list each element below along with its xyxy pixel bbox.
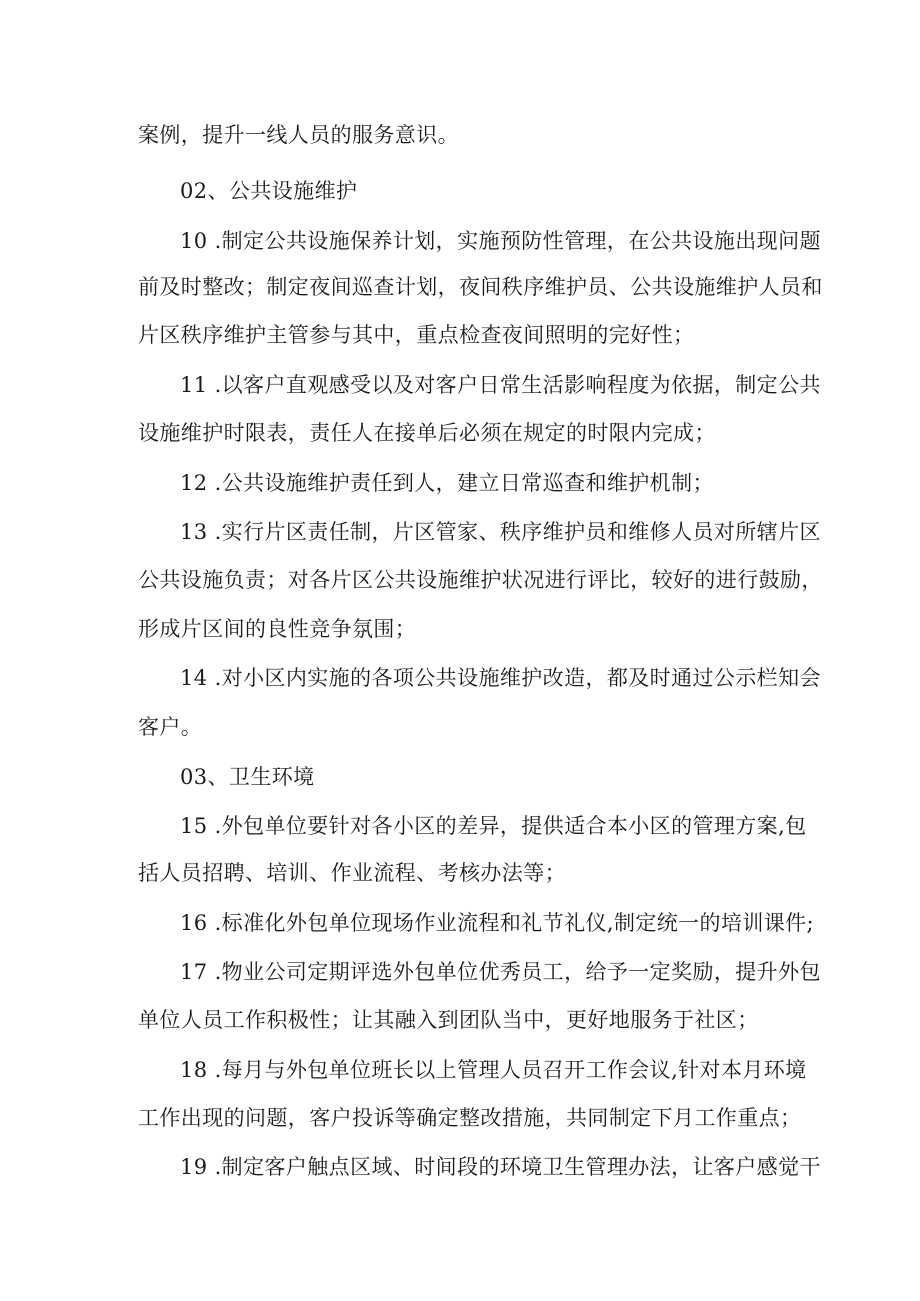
section-heading: 02、公共设施维护 — [180, 179, 358, 203]
text-line: 16 .标准化外包单位现场作业流程和礼节礼仪,制定统一的培训课件; — [180, 911, 815, 935]
text-line: 工作出现的问题，客户投诉等确定整改措施，共同制定下月工作重点； — [138, 1106, 802, 1130]
text-line: 10 .制定公共设施保养计划，实施预防性管理，在公共设施出现问题 — [180, 229, 821, 253]
section-heading: 03、卫生环境 — [180, 765, 315, 789]
text-line: 17 .物业公司定期评选外包单位优秀员工，给予一定奖励，提升外包 — [180, 960, 821, 984]
text-line: 19 .制定客户触点区域、时间段的环境卫生管理办法，让客户感觉干 — [180, 1155, 821, 1179]
text-line: 公共设施负责；对各片区公共设施维护状况进行评比，较好的进行鼓励， — [138, 568, 823, 592]
text-line: 单位人员工作积极性；让其融入到团队当中，更好地服务于社区； — [138, 1008, 759, 1032]
text-line: 前及时整改；制定夜间巡查计划，夜间秩序维护员、公共设施维护人员和 — [138, 275, 823, 299]
text-line: 片区秩序维护主管参与其中，重点检查夜间照明的完好性； — [138, 323, 695, 347]
text-line: 14 .对小区内实施的各项公共设施维护改造，都及时通过公示栏知会 — [180, 666, 821, 690]
text-line: 15 .外包单位要针对各小区的差异，提供适合本小区的管理方案,包 — [180, 814, 807, 838]
text-line: 设施维护时限表，责任人在接单后必须在规定的时限内完成； — [138, 421, 716, 445]
text-line: 形成片区间的良性竞争氛围； — [138, 617, 417, 641]
text-line: 12 .公共设施维护责任到人，建立日常巡查和维护机制； — [180, 471, 714, 495]
text-line: 13 .实行片区责任制，片区管家、秩序维护员和维修人员对所辖片区 — [180, 520, 821, 544]
text-line: 18 .每月与外包单位班长以上管理人员召开工作会议,针对本月环境 — [180, 1058, 807, 1082]
text-line: 客户。 — [138, 715, 203, 739]
text-line: 11 .以客户直观感受以及对客户日常生活影响程度为依据，制定公共 — [180, 373, 821, 397]
text-line: 括人员招聘、培训、作业流程、考核办法等； — [138, 861, 566, 885]
text-line: 案例，提升一线人员的服务意识。 — [138, 123, 459, 147]
